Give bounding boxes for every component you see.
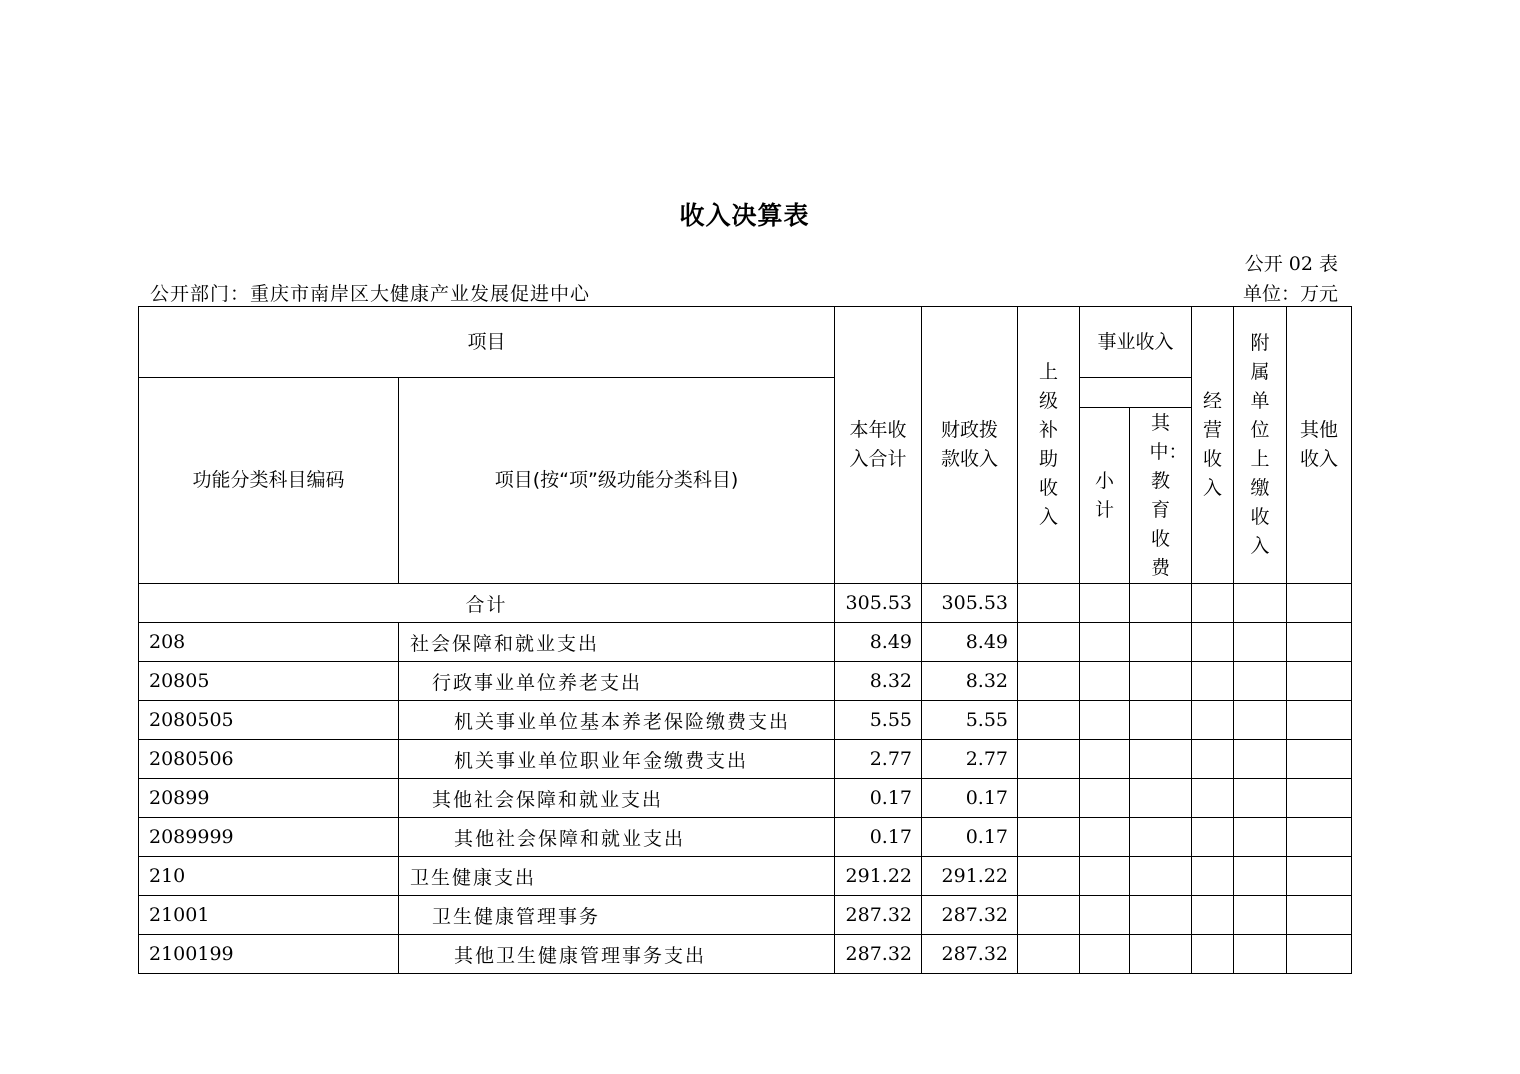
total-total: 305.53: [835, 584, 922, 623]
empty-cell: [1287, 857, 1352, 896]
table-row: [139, 857, 1352, 896]
row-name: 机关事业单位职业年金缴费支出: [399, 740, 835, 779]
table-row: [139, 779, 1352, 818]
header-operating: 经营收入: [1192, 307, 1234, 584]
empty-cell: [1287, 896, 1352, 935]
header-name: 项目(按“项”级功能分类科目): [399, 378, 835, 584]
empty-cell: [1287, 662, 1352, 701]
empty-cell: [1287, 818, 1352, 857]
empty-cell: [1080, 857, 1130, 896]
row-name: 卫生健康管理事务: [399, 896, 835, 935]
total-label: 合计: [139, 584, 835, 623]
empty-cell: [1018, 740, 1080, 779]
table-row: [139, 623, 1352, 662]
table-row: [139, 701, 1352, 740]
header-fiscal: 财政拨款收入: [922, 307, 1018, 584]
empty-cell: [1080, 623, 1130, 662]
table-row: [139, 818, 1352, 857]
row-name: 其他卫生健康管理事务支出: [399, 935, 835, 974]
empty-cell: [1287, 779, 1352, 818]
row-name: 行政事业单位养老支出: [399, 662, 835, 701]
row-total: 8.32: [835, 662, 922, 701]
row-name: 社会保障和就业支出: [399, 623, 835, 662]
row-code: 2100199: [139, 935, 399, 974]
empty-cell: [1080, 662, 1130, 701]
page-title: 收入决算表: [679, 201, 810, 230]
header-other: 其他收入: [1287, 307, 1352, 584]
header-subtotal: 小计: [1080, 408, 1130, 584]
total-fiscal: 305.53: [922, 584, 1018, 623]
row-name: 机关事业单位基本养老保险缴费支出: [399, 701, 835, 740]
empty-cell: [1018, 896, 1080, 935]
row-code: 21001: [139, 896, 399, 935]
row-total: 0.17: [835, 779, 922, 818]
empty-cell: [1018, 662, 1080, 701]
empty-cell: [1130, 935, 1192, 974]
row-total: 287.32: [835, 935, 922, 974]
row-code: 208: [139, 623, 399, 662]
table-row: [139, 935, 1352, 974]
empty-cell: [1130, 623, 1192, 662]
empty-cell: [1192, 857, 1234, 896]
empty-cell: [1287, 740, 1352, 779]
empty-cell: [1018, 623, 1080, 662]
empty-cell: [1287, 623, 1352, 662]
empty-cell: [1080, 779, 1130, 818]
table-number: 公开 02 表: [1244, 253, 1338, 275]
row-code: 2089999: [139, 818, 399, 857]
empty-cell: [1130, 818, 1192, 857]
empty-cell: [1234, 896, 1287, 935]
empty-cell: [1234, 662, 1287, 701]
empty-cell: [1192, 701, 1234, 740]
empty-cell: [1018, 779, 1080, 818]
row-fiscal: 287.32: [922, 896, 1018, 935]
header-education: 其中：教育收费: [1130, 408, 1192, 584]
empty-cell: [1192, 662, 1234, 701]
empty-cell: [1192, 740, 1234, 779]
empty-cell: [1192, 779, 1234, 818]
empty-cell: [1234, 857, 1287, 896]
row-code: 2080506: [139, 740, 399, 779]
row-total: 291.22: [835, 857, 922, 896]
empty-cell: [1130, 662, 1192, 701]
empty-cell: [1130, 857, 1192, 896]
empty-cell: [1234, 701, 1287, 740]
row-code: 2080505: [139, 701, 399, 740]
header-affiliated: 附属单位上缴收入: [1234, 307, 1287, 584]
table-row: [139, 896, 1352, 935]
row-total: 287.32: [835, 896, 922, 935]
empty-cell: [1080, 701, 1130, 740]
row-fiscal: 0.17: [922, 818, 1018, 857]
row-fiscal: 8.49: [922, 623, 1018, 662]
row-name: 其他社会保障和就业支出: [399, 818, 835, 857]
empty-cell: [1080, 818, 1130, 857]
empty-cell: [1130, 779, 1192, 818]
row-name: 其他社会保障和就业支出: [399, 779, 835, 818]
row-total: 8.49: [835, 623, 922, 662]
empty-cell: [1192, 896, 1234, 935]
row-fiscal: 2.77: [922, 740, 1018, 779]
empty-cell: [1234, 740, 1287, 779]
table-row: [139, 740, 1352, 779]
department-label: 公开部门：重庆市南岸区大健康产业发展促进中心: [150, 283, 591, 305]
empty-cell: [1234, 779, 1287, 818]
empty-cell: [1192, 935, 1234, 974]
header-project: 项目: [139, 307, 835, 378]
empty-cell: [1018, 857, 1080, 896]
empty-cell: [1234, 818, 1287, 857]
row-fiscal: 0.17: [922, 779, 1018, 818]
empty-cell: [1234, 935, 1287, 974]
total-row: [139, 584, 1352, 623]
table-row: [139, 662, 1352, 701]
empty-cell: [1130, 701, 1192, 740]
empty-cell: [1080, 935, 1130, 974]
empty-cell: [1287, 935, 1352, 974]
row-code: 20805: [139, 662, 399, 701]
row-total: 5.55: [835, 701, 922, 740]
empty-cell: [1234, 623, 1287, 662]
empty-cell: [1287, 701, 1352, 740]
row-name: 卫生健康支出: [399, 857, 835, 896]
empty-cell: [1018, 935, 1080, 974]
row-fiscal: 5.55: [922, 701, 1018, 740]
row-code: 210: [139, 857, 399, 896]
empty-cell: [1130, 896, 1192, 935]
empty-cell: [1018, 818, 1080, 857]
row-total: 2.77: [835, 740, 922, 779]
empty-cell: [1018, 701, 1080, 740]
empty-cell: [1080, 740, 1130, 779]
empty-cell: [1080, 896, 1130, 935]
income-table: [138, 306, 1352, 974]
empty-cell: [1192, 623, 1234, 662]
row-fiscal: 287.32: [922, 935, 1018, 974]
row-fiscal: 8.32: [922, 662, 1018, 701]
header-superior: 上级补助收入: [1018, 307, 1080, 584]
row-total: 0.17: [835, 818, 922, 857]
header-business: 事业收入: [1080, 307, 1192, 378]
empty-cell: [1130, 740, 1192, 779]
header-code: 功能分类科目编码: [139, 378, 399, 584]
unit-label: 单位：万元: [1242, 283, 1338, 305]
row-fiscal: 291.22: [922, 857, 1018, 896]
empty-cell: [1192, 818, 1234, 857]
row-code: 20899: [139, 779, 399, 818]
header-total: 本年收入合计: [835, 307, 922, 584]
